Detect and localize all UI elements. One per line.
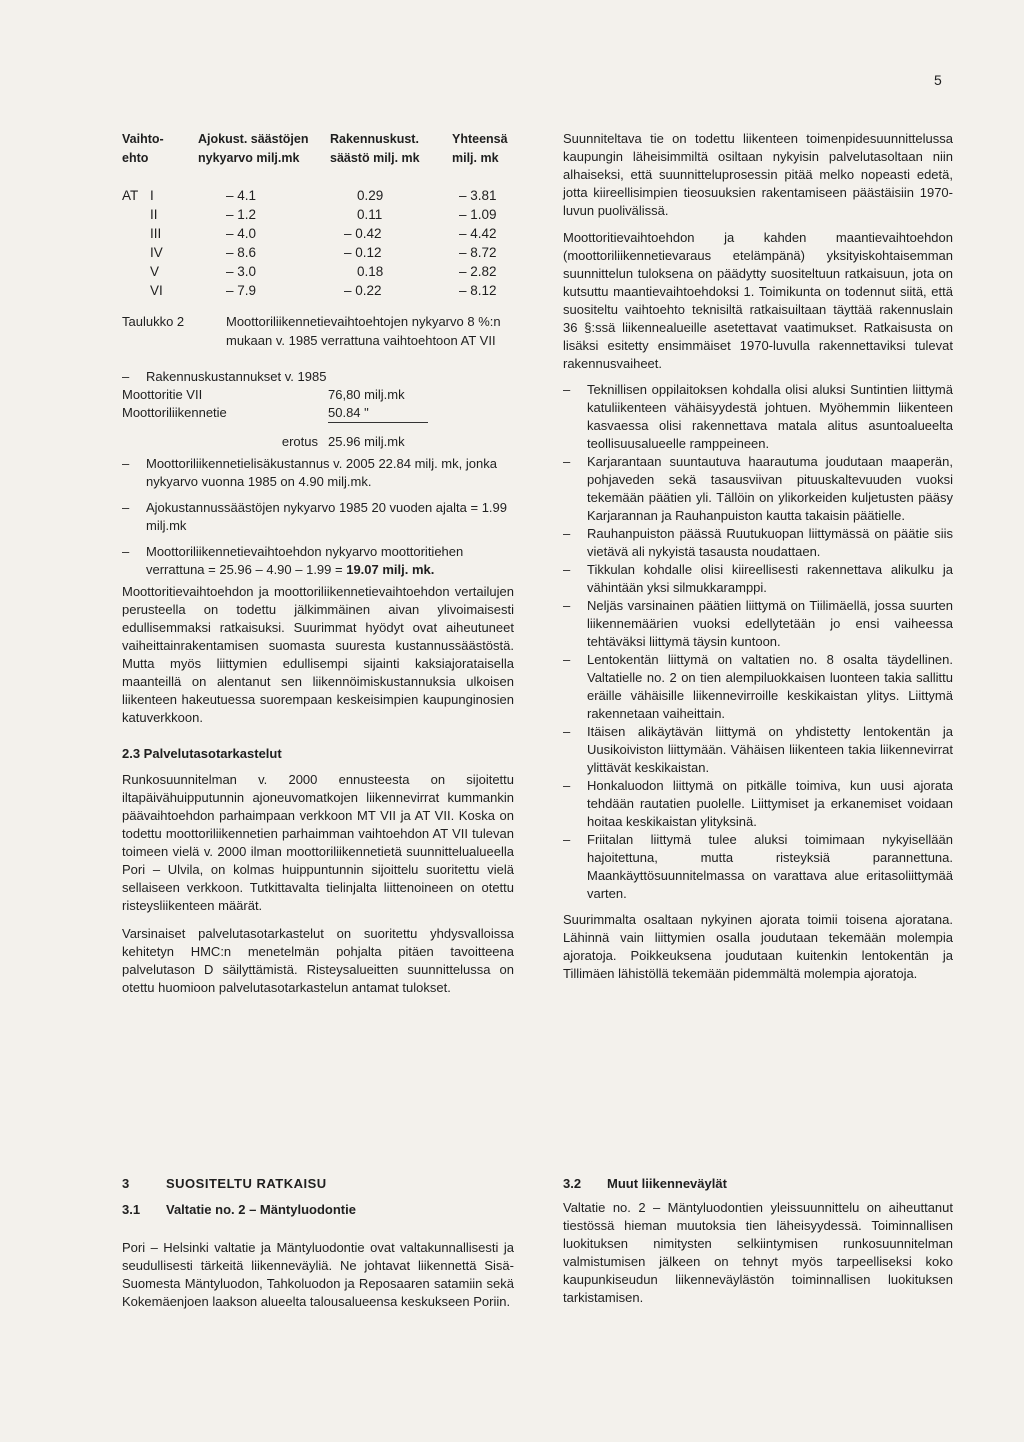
section-heading-3: 3 SUOSITELTU RATKAISU xyxy=(122,1176,327,1191)
table-caption xyxy=(122,312,514,350)
comparison-paragraph: Moottoritievaihtoehdon ja moottoriliikennetievaihtoehdon vertailujen perusteella on todettu jälkimmäinen aivan ylivoimaisesti edullisemmaksi ratkaisuksi. Suurimmat hyödyt ovat aiheutuneet vaiheittainrakentamisen suomasta suuresta kustannussäästöstä. Mutta myös liittymien edullisempi sijainti kaksiajorataisella maanteillä on alentanut sen liikennöimiskustannuksia ulkoisen liikenteen hakeutuessa suorempaan keskeisimpien kaupunginosien katuverkkoon. xyxy=(122,584,514,725)
list-item: – Lentokentän liittymä on valtatien no. 8 osalta täydellinen. Valtatielle no. 2 on tien alempiluokkaisen luonteen takia sallittu eräille vähäisille liikennevirroille keskikaistan ylitys. Liittymä rakennetaan vaiheittain. xyxy=(563,652,953,721)
section-heading-3-2: 3.2 Muut liikenneväylät xyxy=(563,1176,727,1191)
list-item: – Tikkulan kohdalle olisi kiireellisesti rakennettava alikulku ja vähintään yksi silmukkaramppi. xyxy=(563,562,953,595)
table-row: II – 1.2 0.11 – 1.09 xyxy=(150,207,497,222)
sum-rule xyxy=(328,422,428,423)
section-3 xyxy=(122,1175,514,1311)
section-2-3-paragraph-1: Runkosuunnitelman v. 2000 ennusteesta on sijoitettu iltapäivähuipputunnin ajoneuvomatkojen liikennevirrat kummankin päävaihtoehdon parhaimpaan verkkoon MT VII ja AT VII. Koska on todettu moottoriliikennetien parhaimman vaihtoehdon AT VII tulevan toimeen vielä v. 2000 ilman moottoriliikennetietä suunnittelualueella Pori – Ulvila, on kolmas huippuntunnin sijoittelu suoritettu vielä sellaiseen verkkoon. Tutkittavalta tielinjalta liittenoineen on otettu risteysliikenteen määrät. xyxy=(122,772,514,913)
table-row: IV – 8.6 – 0.12 – 8.72 xyxy=(150,245,497,260)
junction-list xyxy=(563,381,953,903)
cost-row-motorway: Moottoritie VII 76,80 milj.mk xyxy=(122,387,405,402)
table-header-construction-cost: Rakennuskust. säästö milj. mk xyxy=(330,132,420,165)
list-item: – Moottoriliikennetievaihtoehdon nykyarvo moottoritiehen verrattuna = 25.96 – 4.90 – 1.99 = 19.07 milj. mk. xyxy=(122,544,464,577)
table-row: V – 3.0 0.18 – 2.82 xyxy=(150,264,497,279)
table-caption-text: Moottoriliikennetievaihtoehtojen nykyarvo 8 %:n mukaan v. 1985 verrattuna vaihtoehtoon AT VII xyxy=(226,314,501,348)
right-intro-paragraph: Suunniteltava tie on todettu liikenteen toimenpidesuunnittelussa kaupungin läheisimmiltä osiltaan nykyisin palvelutasoltaan niin alhaiseksi, että suunnitteluprosessin pitää melko nopeasti edetä, jotta kiireellisimpien tieosuuksien rakentamiseen päästäisiin 1970-luvun puolivälissä. xyxy=(563,131,953,218)
list-item: – Karjarantaan suuntautuva haarautuma joudutaan maaperän, pohjaveden sekä tasausviivan pituuskaltevuuden vuoksi tekemään päätien yli. Tällöin on ylikorkeiden kuljetusten pääsy Karjarannan ja Rauhanpuiston kautta takaisin päätielle. xyxy=(563,454,953,523)
right-final-paragraph: Suurimmalta osaltaan nykyinen ajorata toimii toisena ajoratana. Lähinnä vain liittymien osalla joudutaan tekemään molempia ajoratoja. Poikkeuksena joudutaan kuitenkin lentokentän ja Tillimäen lähistöllä tekemään pidemmältä molempia ajoratoja. xyxy=(563,912,953,981)
left-column xyxy=(122,130,514,997)
right-column xyxy=(563,130,953,983)
table-caption-label: Taulukko 2 xyxy=(122,314,185,329)
section-heading-3-1: 3.1 Valtatie no. 2 – Mäntyluodontie xyxy=(122,1202,356,1217)
section-3-2 xyxy=(563,1175,953,1307)
section-2-3-paragraph-2: Varsinaiset palvelutasotarkastelut on suoritettu yhdysvalloissa kehitetyn HMC:n menetelmän pohjalta pitäen tavoitteena palvelutason D säilyttämistä. Risteysalueitten suunnittelussa on otettu huomioon palvelutasotarkastelun antamat tulokset. xyxy=(122,926,514,995)
table-header-driving-cost: Ajokust. säästöjen nykyarvo milj.mk xyxy=(198,132,309,165)
list-item: – Teknillisen oppilaitoksen kohdalla olisi aluksi Suntintien liittymä katuliikenteen vähäisyydestä johtuen. Myöhemmin liikenteen kasvaessa olisi rakennettava matala alitus asuntoalueelta teollisuusalueelle ramppeineen. xyxy=(563,382,953,451)
section-3-1-paragraph: Pori – Helsinki valtatie ja Mäntyluodontie ovat valtakunnallisesti ja seudullisesti tärkeitä liikenneväyliä. Ne johtavat liikennettä Sisä-Suomesta Mäntyluodon, Tahkoluodon ja Reposaaren satamiin sekä Kokemäenjoen laakson alueelta talousalueensa keskukseen Poriin. xyxy=(122,1240,514,1309)
cost-difference: erotus 25.96 milj.mk xyxy=(281,434,405,449)
table-row: AT I – 4.1 0.29 – 3.81 xyxy=(122,188,497,203)
list-item: – Itäisen alikäytävän liittymä on yhdistetty lentokentän ja Uusikoiviston liittymään. Vähäisen liikenteen takia liikennevirrat ylittävät keskikaistan. xyxy=(563,724,953,775)
cost-row-expressway: Moottoriliikennetie 50.84 " xyxy=(122,405,369,420)
table-body xyxy=(122,188,514,302)
table-row: III – 4.0 – 0.42 – 4.42 xyxy=(150,226,497,241)
page-number: 5 xyxy=(934,72,942,88)
list-item: – Rakennuskustannukset v. 1985 xyxy=(122,369,327,384)
savings-table xyxy=(122,130,514,312)
list-item: – Friitalan liittymä tulee aluksi toimimaan nykyisellään hajoitettuna, mutta risteyksiä parannettuna. Maankäyttösuunnitelmassa on varattava alue eritasoliittymää varten. xyxy=(563,832,953,901)
table-header-total: Yhteensä milj. mk xyxy=(452,132,508,165)
list-item: – Neljäs varsinainen päätien liittymä on Tiilimäellä, jossa suurten liikennemäärien vuoksi edellytetään jo ensi vaiheessa tehtäväksi liittymä täysin kuntoon. xyxy=(563,598,953,649)
section-3-2-paragraph: Valtatie no. 2 – Mäntyluodontien yleissuunnittelu on aiheuttanut tiestössä hieman muutoksia tien läheisyydessä. Toiminnallisen luokituksen nimitysten selkiintymisen runkosuunnitelman valmistumisen jälkeen on tehnyt myös tarpeelliseksi koko kaupunkiseudun liikenneväylästön toiminnallisen luokituksen tarkistamisen. xyxy=(563,1200,953,1305)
list-item: – Rauhanpuiston päässä Ruutukuopan liittymässä on päätie siis vietävä ali nykyistä tasausta noudattaen. xyxy=(563,526,953,559)
right-second-paragraph: Moottoritievaihtoehdon ja kahden maantievaihtoehdon (moottoriliikennetievaraus etelämpänä) yksityiskohtaisemman suunnittelun tuloksena on päädytty suositeltuun ratkaisuun, jota on kutsuttu maantievaihtoehdoksi 1. Toimikunta on todennut siitä, että suositeltu vaihtoehto teknisiltä ratkaisuiltaan täyttää rakennuslain 36 §:ssä liikennealueille asetettavat vaatimukset. Ratkaisusta on lisäksi esitetty ensimmäiset 1970-luvulla rakennettaviksi tulevat rakennusvaiheet. xyxy=(563,230,953,371)
list-item: – Moottoriliikennetielisäkustannus v. 2005 22.84 milj. mk, jonka nykyarvo vuonna 1985 on 4.90 milj.mk. xyxy=(122,456,497,489)
list-item: – Honkaluodon liittymä on pitkälle toimiva, kun uusi ajorata tehdään rautatien puolelle. Liittymiset ja erkanemiset voidaan hoitaa keskikaistan ylityksinä. xyxy=(563,778,953,829)
table-row: VI – 7.9 – 0.22 – 8.12 xyxy=(150,283,497,298)
cost-list xyxy=(122,368,514,579)
section-heading-2-3: 2.3 Palvelutasotarkastelut xyxy=(122,746,282,761)
table-header-option: Vaihto- ehto xyxy=(122,132,164,165)
list-item: – Ajokustannussäästöjen nykyarvo 1985 20 vuoden ajalta = 1.99 milj.mk xyxy=(122,500,508,533)
